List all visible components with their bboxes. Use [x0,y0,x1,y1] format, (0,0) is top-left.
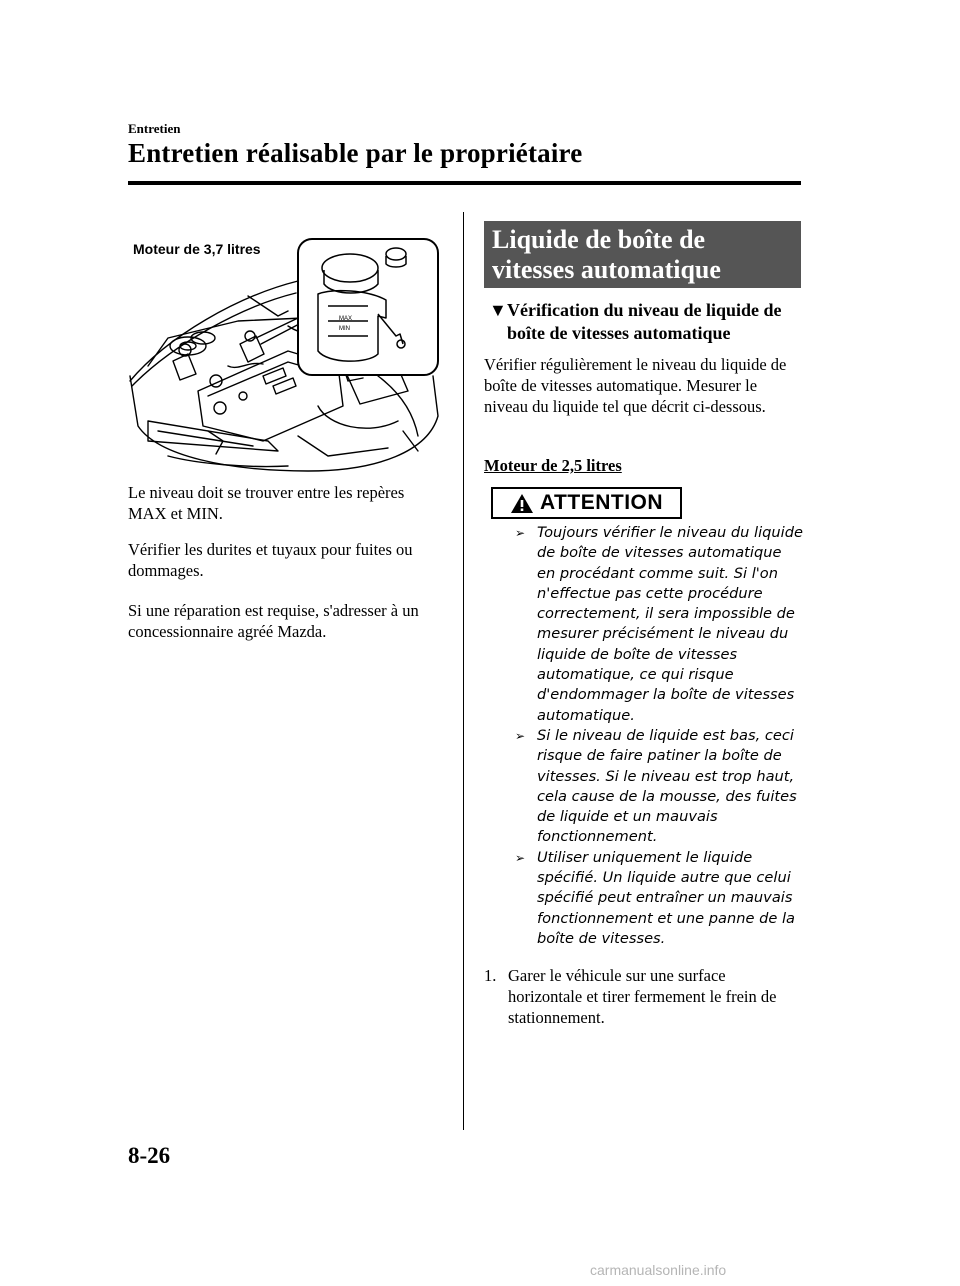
hoses-paragraph: Vérifier les durites et tuyaux pour fuites ou dommages. [128,540,413,580]
subheading [489,299,804,345]
header-divider [128,181,801,185]
triangle-marker-icon: ▼ [489,300,507,320]
list-item-text: Toujours vérifier le niveau du liquide de boîte de vitesses automatique en procédant comme suit. Si l'on n'effectue pas cette procédure correctement, il sera impossible de mesurer précisément le niveau du liquide de boîte de vitesses automatique, ce qui risque d'endommager la boîte de vitesses automatique. [537,524,803,724]
repair-paragraph: Si une réparation est requise, s'adresser à un concessionnaire agréé Mazda. [128,601,419,641]
warning-icon [510,493,534,514]
level-paragraph: Le niveau doit se trouver entre les repères MAX et MIN. [128,483,405,523]
list-item-text: Si le niveau de liquide est bas, ceci risque de faire patiner la boîte de vitesses. Si le niveau est trop haut, cela cause de la mousse, des fuites de liquide et un mauvais fonctionnement. [537,726,797,846]
list-item [515,848,803,949]
attention-list [515,523,803,949]
step-text: Garer le véhicule sur une surface horizontale et tirer fermement le frein de stationnement. [508,966,777,1027]
figure-min-mark: MIN [339,326,350,332]
attention-label: ATTENTION [539,491,664,514]
attention-box [491,487,682,519]
arrow-bullet-icon: ➢ [515,728,526,743]
page-title: Entretien réalisable par le propriétaire [128,138,583,168]
step-1 [484,965,802,1028]
intro-paragraph: Vérifier régulièrement le niveau du liquide de boîte de vitesses automatique. Mesurer le niveau du liquide tel que décrit ci-dessous. [484,355,787,416]
subheading-text: Vérification du niveau de liquide de boîte de vitesses automatique [507,300,782,343]
figure-label: Moteur de 3,7 litres [133,241,261,257]
column-divider [463,212,464,1130]
figure-max-mark: MAX [339,316,353,322]
watermark: carmanualsonline.info [590,1262,727,1278]
step-number: 1. [484,966,497,985]
engine-bay-illustration [128,226,440,476]
list-item [515,726,803,848]
section-heading: Liquide de boîte de vitesses automatique [484,221,801,288]
arrow-bullet-icon: ➢ [515,526,526,540]
list-item-text: Utiliser uniquement le liquide spécifié. Un liquide autre que celui spécifié peut entraîner un mauvais fonctionnement et une panne de la boîte de vitesses. [537,848,795,947]
list-item [515,523,803,726]
page-number: 8-26 [128,1143,171,1168]
engine-label: Moteur de 2,5 litres [484,456,622,475]
arrow-bullet-icon: ➢ [515,850,526,865]
section-label: Entretien [128,121,181,136]
